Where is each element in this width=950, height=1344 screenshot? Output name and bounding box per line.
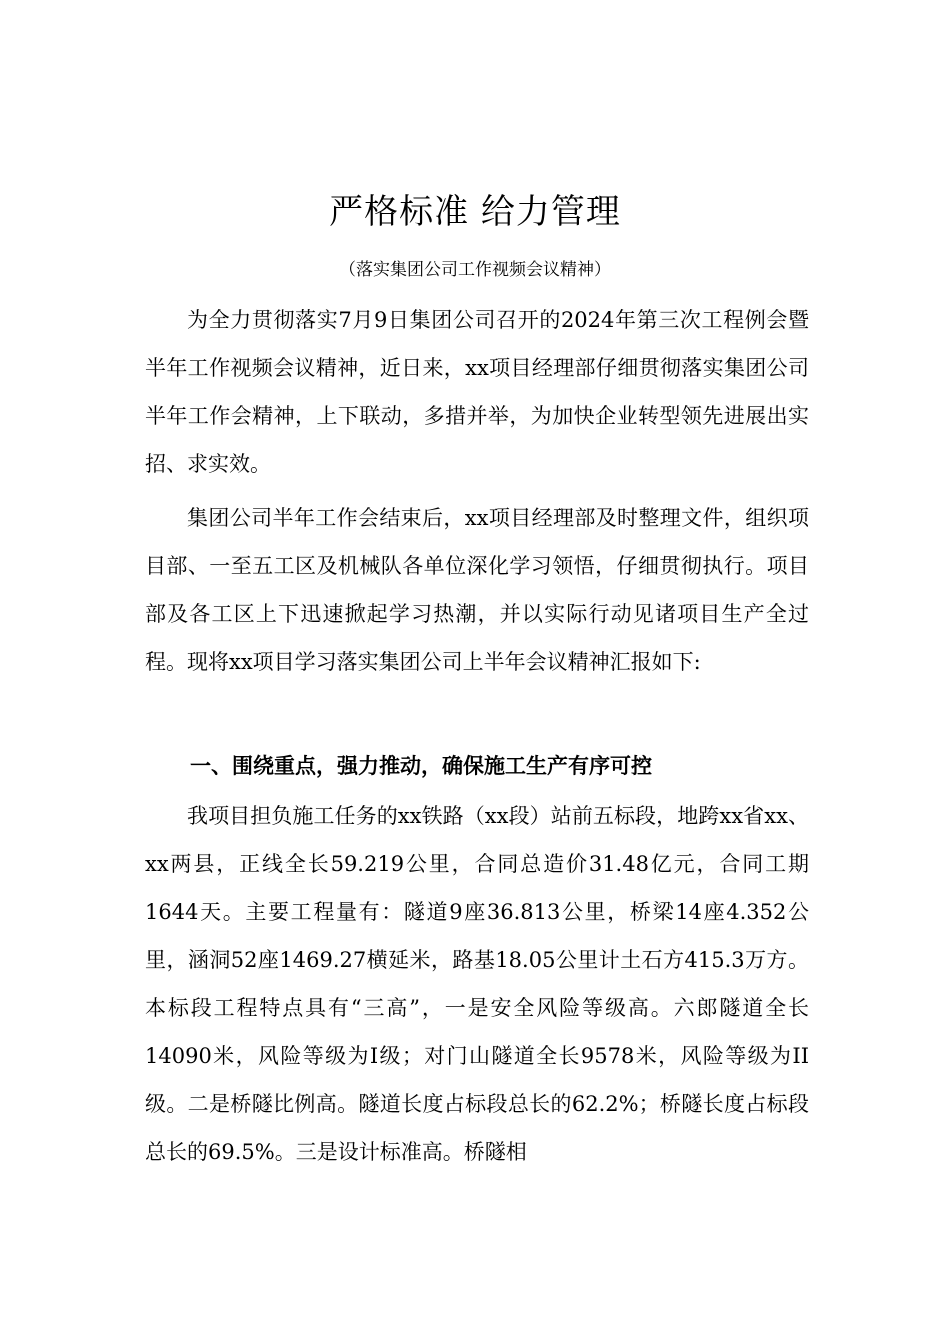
body-paragraph-3: 我项目担负施工任务的xx铁路（xx段）站前五标段，地跨xx省xx、xx两县，正线全长59.219公里，合同总造价31.48亿元，合同工期1644天。主要工程量有：隧道9座36.813公里，桥梁14座4.352公里，涵洞52座1469.27横延米，路基18.05公里计土石方415.3万方。本标段工程特点具有“三高”，一是安全风险等级高。六郎隧道全长14090米，风险等级为I级；对门山隧道全长9578米，风险等级为II级。二是桥隧比例高。隧道长度占标段总长的62.2%；桥隧长度占标段总长的69.5%。三是设计标准高。桥隧相 [145,804,809,1164]
document-title: 严格标准 给力管理 [329,192,621,232]
body-paragraph-2: 集团公司半年工作会结束后，xx项目经理部及时整理文件，组织项目部、一至五工区及机械队各单位深化学习领悟，仔细贯彻执行。项目部及各工区上下迅速掀起学习热潮，并以实际行动见诸项目生产全过程。现将xx项目学习落实集团公司上半年会议精神汇报如下: [145,506,809,674]
document-subtitle: （落实集团公司工作视频会议精神） [339,260,611,280]
body-paragraph-1: 为全力贯彻落实7月9日集团公司召开的2024年第三次工程例会暨半年工作视频会议精神，近日来，xx项目经理部仔细贯彻落实集团公司半年工作会精神，上下联动，多措并举，为加快企业转型领先进展出实招、求实效。 [145,308,809,476]
section-heading-1: 一、围绕重点，强力推动，确保施工生产有序可控 [190,754,652,778]
